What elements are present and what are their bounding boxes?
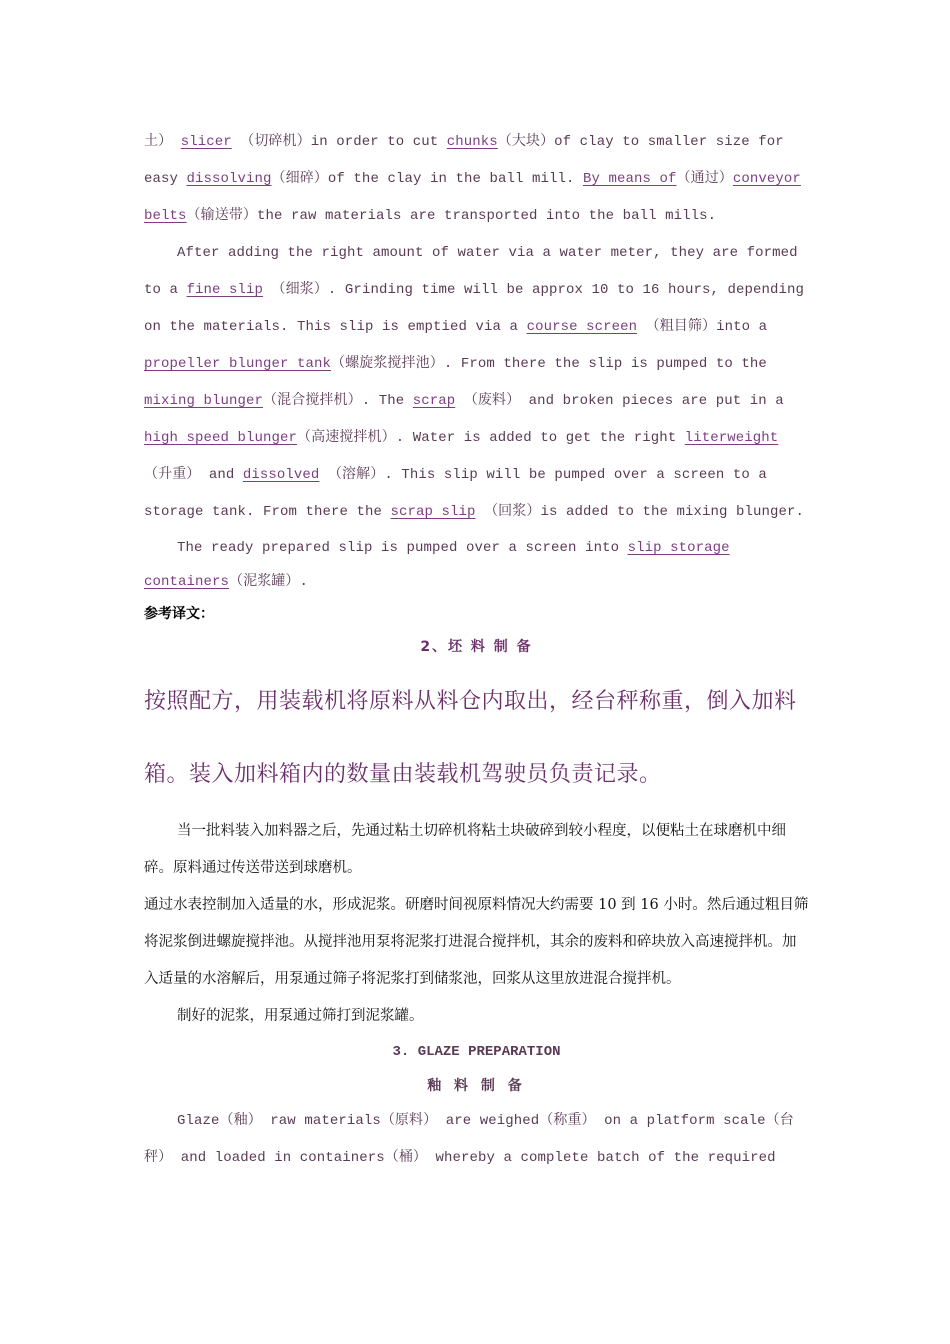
text-span: （回浆）is added to the mixing blunger. [475, 504, 805, 520]
text-span: 土） [144, 134, 173, 150]
text-span: （溶解）. This slip will be pumped over a screen to a storage tank. From there the [144, 467, 767, 520]
text-span: （粗目筛）into a [637, 319, 768, 335]
term-dissolved: dissolved [242, 467, 320, 483]
text-span: （高速搅拌机）. Water is added to get the right [297, 430, 685, 446]
term-dissolving: dissolving [186, 171, 272, 187]
term-fine-slip: fine slip [186, 282, 264, 298]
large-chinese-paragraph: 按照配方，用装载机将原料从料仓内取出，经台秤称重，倒入加料箱。装入加料箱内的数量由装载机驾驶员负责记录。 [144, 689, 797, 787]
term-by-means-of: By means of [582, 171, 677, 187]
chinese-paragraph-3: 制好的泥浆，用泵通过筛打到泥浆罐。 [177, 1008, 424, 1024]
term-scrap: scrap [412, 393, 456, 409]
text-span: （大块）of clay to smaller size for easy [144, 134, 784, 187]
text-span: （螺旋浆搅拌池）. From there the slip is pumped to the [331, 356, 767, 372]
chinese-paragraph-1: 当一批料装入加料器之后，先通过粘土切碎机将粘土块破碎到较小程度，以便粘土在球磨机中细碎。原料通过传送带送到球磨机。 [144, 823, 786, 876]
chinese-paragraph-2: 通过水表控制加入适量的水，形成泥浆。研磨时间视原料情况大约需要 10 到 16 小时。然后通过粗目筛将泥浆倒进螺旋搅拌池。从搅拌池用泵将泥浆打进混合搅拌机，其余的废料和碎块放入高速搅拌机。加入适量的水溶解后，用泵通过筛子将泥浆打到储浆池，回浆从这里放进混合搅拌机。 [144, 897, 809, 987]
text-span: （切碎机）in order to cut [231, 134, 447, 150]
section-3-title: 3. GLAZE PREPARATION [392, 1044, 561, 1060]
reference-translation-label: 参考译文： [144, 606, 214, 622]
english-paragraph-1 [144, 124, 809, 235]
term-scrap-slip: scrap slip [390, 504, 476, 520]
section-2-title: 2、坯 料 制 备 [420, 639, 533, 655]
text-span: （细碎）of the clay in the ball mill. [271, 171, 583, 187]
text-span: （输送带）the raw materials are transported into the ball mills. [186, 208, 717, 224]
term-course-screen: course screen [526, 319, 638, 335]
term-chunks: chunks [446, 134, 498, 150]
english-paragraph-2 [144, 235, 809, 531]
term-literweight: literweight [684, 430, 779, 446]
section-3-subtitle: 釉 料 制 备 [427, 1078, 526, 1094]
term-slip-storage-containers: slip storage containers [144, 540, 730, 590]
text-span: The ready prepared slip is pumped over a screen into [177, 540, 628, 556]
term-slicer: slicer [180, 134, 232, 150]
text-span: （泥浆罐）. [229, 574, 309, 590]
document-page [144, 124, 809, 1177]
text-span: （废料） and broken pieces are put in a [455, 393, 784, 409]
term-mixing-blunger: mixing blunger [144, 393, 264, 409]
term-conveyor-belts: conveyor belts [144, 171, 801, 224]
english-paragraph-4: Glaze（釉） raw materials（原料） are weighed（称重） on a platform scale（台秤） and loaded in containers（桶） whereby a complete batch of the required [144, 1113, 794, 1166]
text-span: （通过） [676, 171, 733, 187]
text-span: （升重） and [144, 467, 243, 483]
english-paragraph-3 [144, 531, 809, 599]
text-span: After adding the right amount of water via a water meter, they are formed to a [144, 245, 798, 298]
text-span: （混合搅拌机）. The [263, 393, 413, 409]
text-span: （细浆）. Grinding time will be approx 10 to 16 hours, depending on the materials. This slip is emptied via a [144, 282, 805, 335]
term-propeller-blunger-tank: propeller blunger tank [144, 356, 332, 372]
term-high-speed-blunger: high speed blunger [144, 430, 298, 446]
